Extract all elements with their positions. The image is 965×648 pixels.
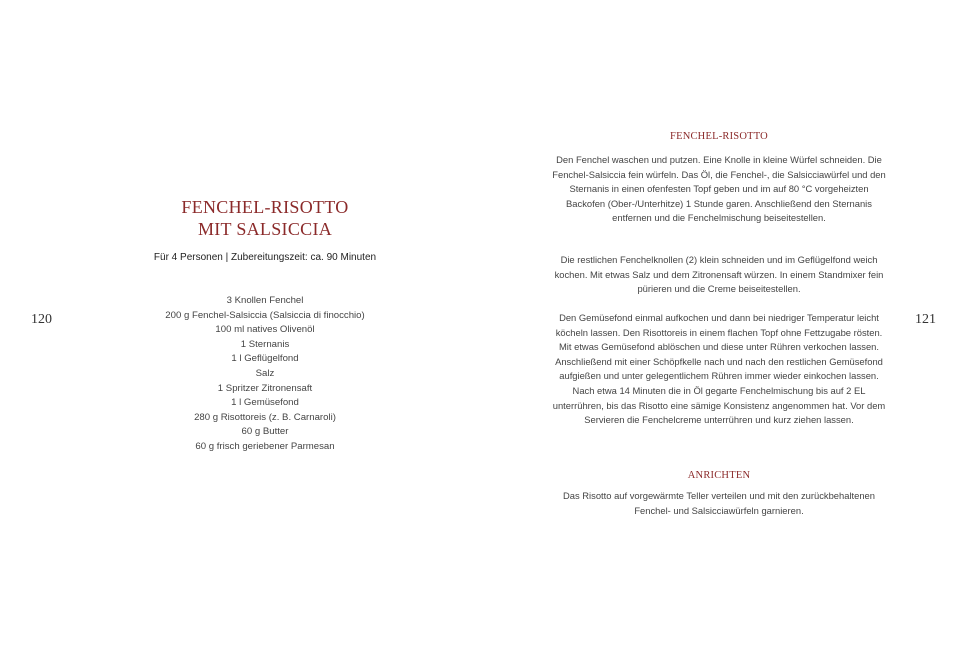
- ingredient-item: 60 g Butter: [241, 426, 289, 438]
- ingredient-item: 200 g Fenchel-Salsiccia (Salsiccia di finocchio): [165, 309, 365, 321]
- serving-paragraph: Das Risotto auf vorgewärmte Teller verteilen und mit den zurückbehaltenen Fenchel- und Salsicciawürfeln garnieren.: [563, 490, 875, 516]
- section-heading-serving: ANRICHTEN: [687, 470, 751, 481]
- recipe-title-line1: FENCHEL-RISOTTO: [181, 197, 349, 217]
- ingredient-item: 1 l Gemüsefond: [231, 397, 299, 409]
- recipe-meta: Für 4 Personen | Zubereitungszeit: ca. 90 Minuten: [153, 252, 377, 263]
- ingredient-item: 1 Sternanis: [240, 338, 290, 350]
- recipe-title: [160, 196, 370, 240]
- page-number-left: 120: [31, 312, 52, 327]
- ingredient-item: 1 Spritzer Zitronensaft: [217, 382, 313, 394]
- ingredient-item: 1 l Geflügelfond: [231, 353, 299, 365]
- ingredient-item: Salz: [255, 367, 275, 379]
- recipe-title-line2: MIT SALSICCIA: [197, 219, 333, 239]
- instruction-paragraph: Die restlichen Fenchelknollen (2) klein schneiden und im Geflügelfond weich kochen. Mit etwas Salz und dem Zitronensaft würzen. In einem Standmixer fein pürieren und die Creme beiseitestellen.: [554, 254, 884, 295]
- page-number-right: 121: [915, 312, 936, 327]
- left-page: [0, 0, 482, 648]
- ingredient-item: 280 g Risottoreis (z. B. Carnaroli): [194, 411, 336, 423]
- instruction-paragraph: Den Fenchel waschen und putzen. Eine Knolle in kleine Würfel schneiden. Die Fenchel-Salsiccia fein würfeln. Das Öl, die Fenchel-, die Salsicciawürfel und den Sternanis in einen ofenfesten Topf geben und im auf 80 °C vorgeheizten Backofen (Ober-/Unterhitze) 1 Stunde garen. Anschließend den Sternanis entfernen und die Fenchelmischung beiseitestellen.: [552, 154, 886, 224]
- ingredient-item: 60 g frisch geriebener Parmesan: [195, 440, 335, 452]
- instruction-paragraph: Den Gemüsefond einmal aufkochen und dann bei niedriger Temperatur leicht köcheln lassen. Den Risottoreis in einem flachen Topf ohne Fettzugabe rösten. Mit etwas Gemüsefond ablöschen und diese unter Rühren verkochen lassen. Anschließend mit einer Schöpfkelle nach und nach den restlichen Gemüsefond aufgießen und unter gelegentlichem Rühren immer wieder einkochen lassen. Nach etwa 14 Minuten die in Öl gegarte Fenchelmischung bis auf 2 EL unterrühren, bis das Risotto eine sämige Konsistenz angenommen hat. Vor dem Servieren die Fenchelcreme unterrühren und kurz ziehen lassen.: [552, 312, 886, 426]
- ingredient-item: 3 Knollen Fenchel: [226, 295, 304, 306]
- ingredient-list: [120, 294, 410, 455]
- right-page: [482, 0, 965, 648]
- section-heading-risotto: FENCHEL-RISOTTO: [670, 131, 768, 142]
- ingredient-item: 100 ml natives Olivenöl: [215, 324, 315, 336]
